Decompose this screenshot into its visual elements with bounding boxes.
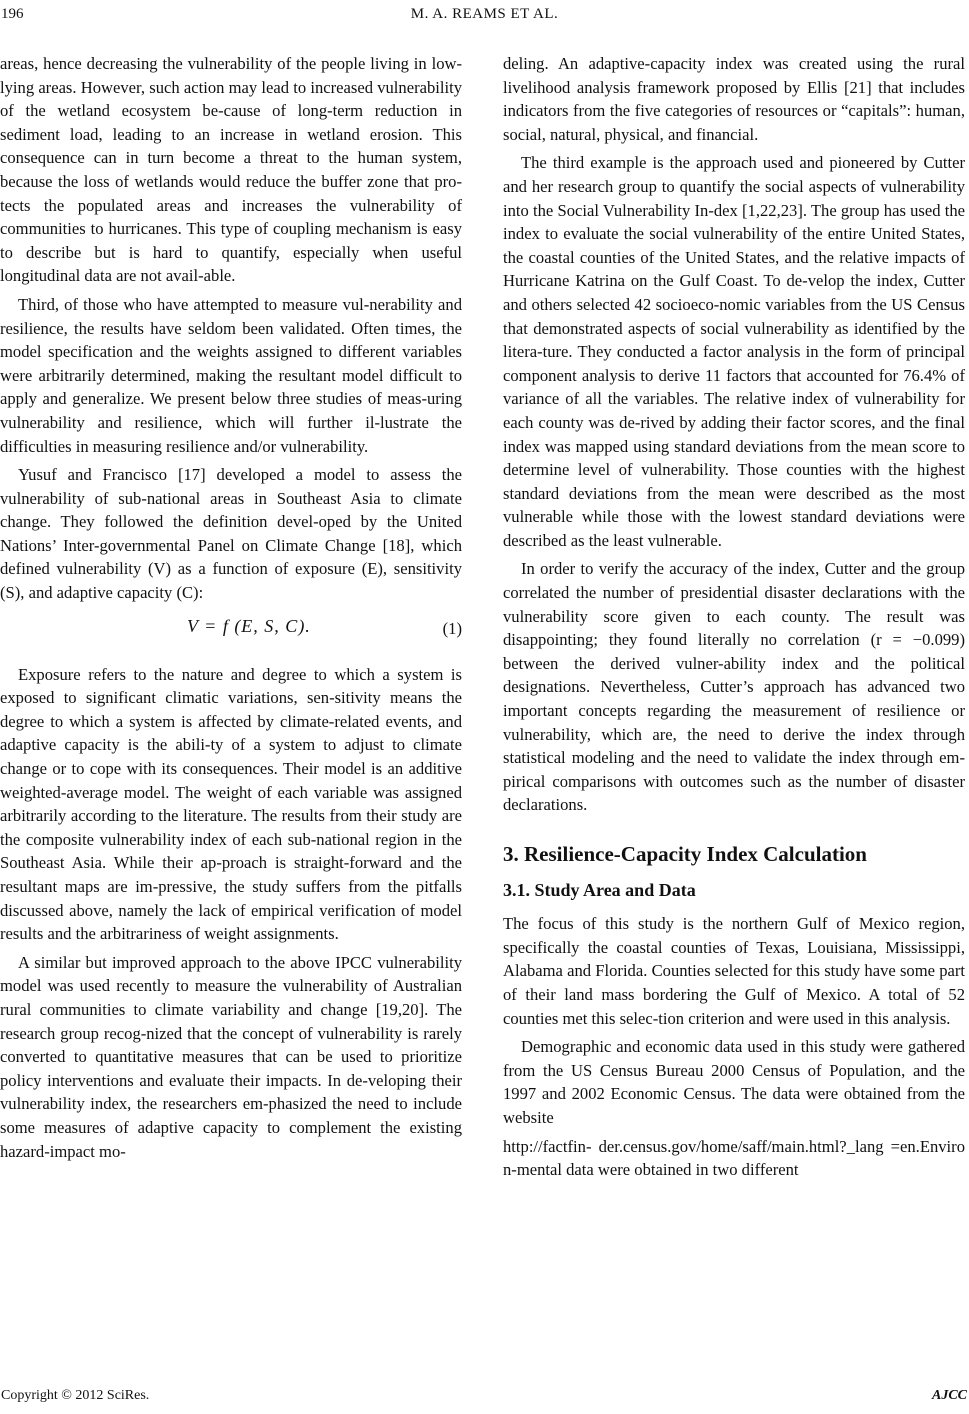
section-heading: 3. Resilience-Capacity Index Calculation bbox=[503, 842, 867, 866]
page-footer bbox=[0, 1388, 969, 1412]
equation-block bbox=[0, 611, 462, 651]
paragraph: Third, of those who have attempted to measure vul-nerability and resilience, the results have seldom been validated. Often times, the model specification and the weights assigned to different variables were arbitrarily determined, making the resultant model difficult to apply and generalize. We present below three studies of meas-uring vulnerability and resilience, which will further il-lustrate the difficulties in measuring resilience and/or vulnerability. bbox=[0, 294, 462, 456]
page-header bbox=[0, 6, 969, 30]
paragraph: Exposure refers to the nature and degree to which a system is exposed to significant climatic variations, sen-sitivity means the degree to which a system is affected by climate-related events, and adaptive capacity is the abili-ty of a system to adjust to climate change or to cope with its consequences. Their model is an additive weighted-average model. The weight of each variable was assigned arbitrarily according to the literature. The results from their study are the composite vulnerability index of each sub-national region in the Southeast Asia. While their ap-proach is straight-forward and the resultant maps are im-pressive, the study suffers from the pitfalls discussed above, namely the lack of empirical verification of model results and the arbitrariness of weight assignments. bbox=[0, 664, 462, 944]
paragraph: Demographic and economic data used in this study were gathered from the US Census Bureau 2000 Census of Population, and the 1997 and 2002 Economic Census. The data were obtained from the website bbox=[503, 1037, 965, 1127]
equation: V = f (E, S, C). bbox=[187, 615, 311, 636]
page-number: 196 bbox=[1, 6, 24, 22]
paragraph: In order to verify the accuracy of the index, Cutter and the group correlated the number of presidential disaster declarations with the vulnerability score given to each county. The result was disappointing; they found literally no correlation (r = −0.099) between the derived vulner-ability index and the political designations. Nevertheless, Cutter’s approach has advanced two important concepts regarding the measurement of resilience or vulnerability, which are, the need to derive the index through statistical modeling and the need to validate the index through em-pirical comparisons with outcomes such as the number of disaster declarations. bbox=[503, 559, 965, 815]
copyright-notice: Copyright © 2012 SciRes. bbox=[1, 1388, 150, 1403]
paragraph: A similar but improved approach to the above IPCC vulnerability model was used recently to measure the vulnerability of Australian rural communities to climate variability and change [19,20]. The research group recog-nized that the concept of vulnerability is rarely converted to quantitative measures that can be used to prioritize policy interventions and evaluate their impacts. In de-veloping their vulnerability index, the researchers em-phasized the need to include some measures of adaptive capacity to complement the existing hazard-impact mo- bbox=[0, 952, 462, 1161]
subsection-heading: 3.1. Study Area and Data bbox=[503, 879, 696, 900]
left-column bbox=[0, 52, 462, 1168]
paragraph-url: http://factfin- der.census.gov/home/saff/main.html?_lang =en.Environ-mental data were obtained in two different bbox=[503, 1136, 965, 1180]
journal-abbreviation: AJCC bbox=[931, 1388, 967, 1403]
paragraph: areas, hence decreasing the vulnerability of the people living in low-lying areas. However, such action may lead to increased vulnerability of the wetland ecosystem be-cause of long-term reduction in sediment load, leading to an increase in wetland erosion. This consequence can in turn become a threat to the human system, because the loss of wetlands would reduce the buffer zone that pro-tects the populated areas and increases the vulnerability of communities to hurricanes. This type of coupling mechanism is easy to describe but is hard to quantify, especially when useful longitudinal data are not avail-able. bbox=[0, 54, 462, 286]
running-authors: M. A. REAMS ET AL. bbox=[410, 6, 559, 22]
paragraph: The third example is the approach used and pioneered by Cutter and her research group to quantify the social aspects of vulnerability into the Social Vulnerability In-dex [1,22,23]. The group has used the index to evaluate the social vulnerability of the entire United States, the coastal counties of the United States, and the relative impacts of Hurricane Katrina on the Gulf Coast. To de-velop the index, Cutter and others selected 42 socioeco-nomic variables from the US Census that demonstrated aspects of social vulnerability as identified by the litera-ture. They conducted a factor analysis in the form of principal component analysis to derive 11 factors that accounted for 76.4% of variance of all the variables. The relative index of vulnerability for each county was de-rived by adding their factor scores, and the final index was mapped using standard deviations from the mean score to determine level of vulnerability. Those counties with the highest standard deviations from the mean were described as the most vulnerable while those with the lowest standard deviations were described as the least vulnerable. bbox=[503, 153, 965, 550]
paragraph: deling. An adaptive-capacity index was created using the rural livelihood analysis framework proposed by Ellis [21] that includes indicators from the five categories of resources or “capitals”: human, social, natural, physical, and financial. bbox=[503, 54, 965, 144]
paragraph: Yusuf and Francisco [17] developed a model to assess the vulnerability of sub-national areas in Southeast Asia to climate change. They followed the definition devel-oped by the United Nations’ Inter-governmental Panel on Climate Change [18], which defined vulnerability (V) as a function of exposure (E), sensitivity (S), and adaptive capacity (C): bbox=[0, 465, 462, 603]
right-column bbox=[503, 52, 965, 1187]
equation-number: (1) bbox=[442, 618, 462, 638]
paragraph: The focus of this study is the northern Gulf of Mexico region, specifically the coastal counties of Texas, Louisiana, Mississippi, Alabama and Florida. Counties selected for this study have some part of their land mass bordering the Gulf of Mexico. A total of 52 counties met this selec-tion criterion and were used in this analysis. bbox=[503, 914, 965, 1028]
